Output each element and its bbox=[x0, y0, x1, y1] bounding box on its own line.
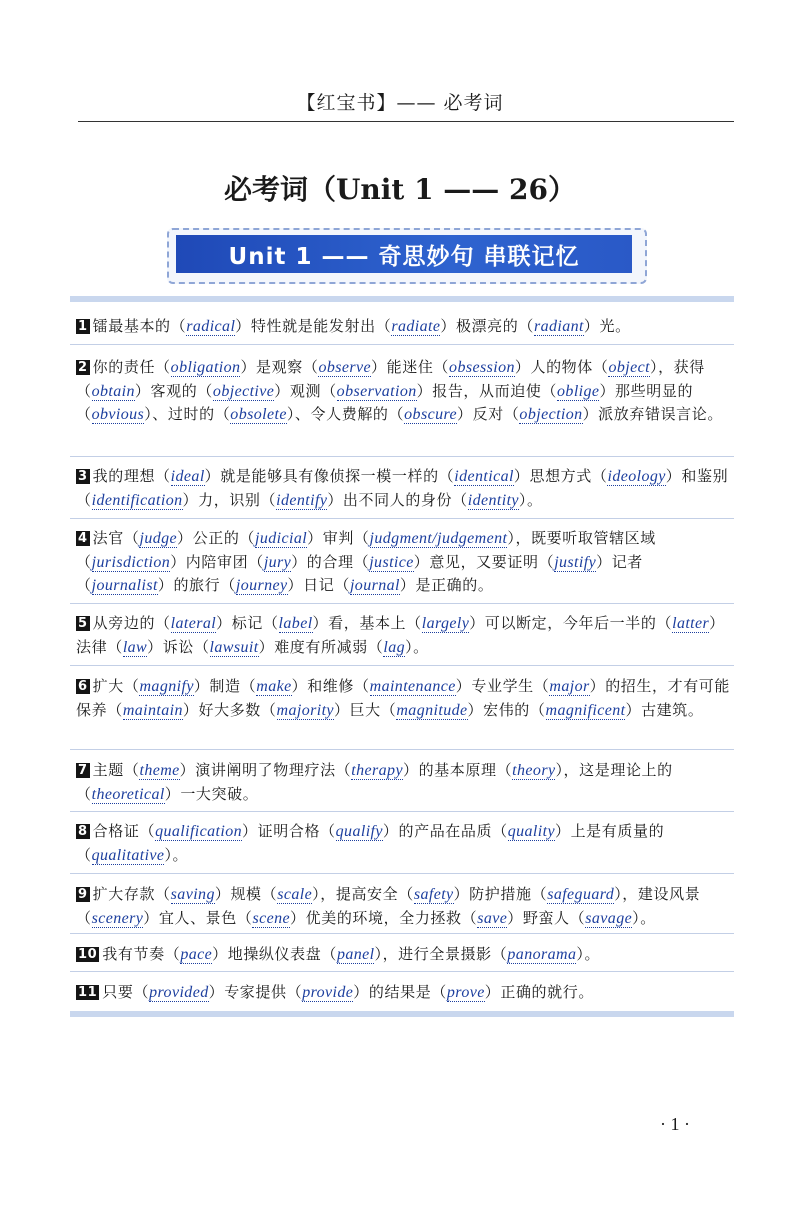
item-5 bbox=[76, 612, 732, 659]
keyword: observation bbox=[336, 382, 417, 400]
keyword: radical bbox=[186, 318, 236, 335]
keyword: major bbox=[549, 678, 590, 695]
item-number-badge: 11 bbox=[78, 985, 98, 1000]
keyword: theme bbox=[139, 762, 180, 779]
sentence-text: ）上是有质量的（ bbox=[76, 822, 665, 864]
sentence-text: ）巨大（ bbox=[333, 700, 397, 719]
keyword: lawsuit bbox=[209, 638, 259, 656]
sentence-text: ）的招生，才有可能保养（ bbox=[76, 677, 731, 719]
sentence-text: ）宜人、景色（ bbox=[143, 908, 253, 927]
sentence-text: ）的基本原理（ bbox=[402, 761, 513, 779]
keyword: jurisdiction bbox=[91, 553, 171, 571]
keyword: latter bbox=[672, 615, 710, 632]
sentence-text: ）制造（ bbox=[193, 677, 257, 695]
item-number-badge: 6 bbox=[78, 679, 88, 694]
sentence-text: 你的责任（ bbox=[92, 358, 171, 376]
sentence-text: 法官（ bbox=[92, 529, 140, 547]
page-title: 必考词（Unit 1 —— 26） bbox=[223, 173, 577, 206]
keyword: qualification bbox=[155, 823, 243, 840]
sentence-text: ）光。 bbox=[583, 317, 631, 335]
keyword: maintenance bbox=[369, 678, 456, 695]
item-number-badge: 3 bbox=[78, 469, 88, 484]
keyword: panel bbox=[336, 946, 375, 963]
sentence-text: ）。 bbox=[405, 637, 429, 656]
keyword: radiate bbox=[391, 318, 441, 335]
sentence-text: 我的理想（ bbox=[92, 467, 171, 485]
keyword: magnificent bbox=[545, 701, 626, 719]
keyword: objection bbox=[519, 406, 583, 423]
sentence-text: ）好大多数（ bbox=[182, 700, 277, 719]
sentence-text: ）野蛮人（ bbox=[507, 908, 586, 927]
sentence-text: ）和维修（ bbox=[291, 677, 370, 695]
keyword: identify bbox=[276, 491, 328, 509]
sentence-text: ）诉讼（ bbox=[147, 637, 210, 656]
sentence-text: ）一大突破。 bbox=[164, 784, 259, 803]
keyword: safeguard bbox=[547, 886, 615, 903]
item-8 bbox=[76, 820, 732, 867]
sentence-text: ）优美的环境，全力拯救（ bbox=[290, 908, 478, 927]
item-7 bbox=[76, 759, 732, 806]
sentence-text: ）。 bbox=[576, 945, 601, 963]
page-number: · 1 · bbox=[660, 1114, 690, 1134]
keyword: judge bbox=[139, 530, 178, 547]
keyword: identification bbox=[91, 491, 183, 509]
sentence-text: ）地操纵仪表盘（ bbox=[212, 945, 337, 963]
sentence-text: ）能迷住（ bbox=[371, 358, 450, 376]
sentence-text: ），这是理论上的（ bbox=[76, 761, 673, 803]
item-divider bbox=[70, 971, 734, 972]
keyword: lag bbox=[383, 638, 406, 656]
item-number-badge: 2 bbox=[78, 360, 88, 375]
sentence-text: ），提高安全（ bbox=[312, 885, 414, 903]
keyword: prove bbox=[446, 984, 485, 1001]
sentence-text: ）出不同人的身份（ bbox=[327, 490, 468, 509]
sentence-text: ），获得（ bbox=[76, 358, 705, 400]
item-divider bbox=[70, 873, 734, 874]
sentence-text: ）标记（ bbox=[216, 614, 279, 632]
sentence-text: ）就是能够具有像侦探一模一样的（ bbox=[204, 467, 455, 485]
section-divider-bottom bbox=[70, 1011, 734, 1017]
keyword: objective bbox=[212, 382, 275, 400]
keyword: provided bbox=[149, 984, 209, 1001]
keyword: journey bbox=[235, 577, 288, 594]
item-divider bbox=[70, 456, 734, 457]
keyword: identity bbox=[467, 491, 519, 509]
sentence-text: ）证明合格（ bbox=[242, 822, 336, 840]
sentence-text: ）正确的就行。 bbox=[484, 983, 594, 1001]
keyword: observe bbox=[318, 359, 372, 376]
sentence-text: ）日记（ bbox=[287, 576, 350, 594]
keyword: provide bbox=[302, 984, 354, 1001]
item-number-badge: 1 bbox=[78, 319, 88, 334]
item-number-badge: 10 bbox=[78, 947, 98, 962]
item-number-badge: 8 bbox=[78, 824, 88, 839]
item-divider bbox=[70, 518, 734, 519]
keyword: obsession bbox=[449, 359, 515, 376]
sentence-text: ）观测（ bbox=[274, 381, 337, 400]
sentence-text: 扩大存款（ bbox=[92, 885, 171, 903]
keyword: theory bbox=[512, 762, 556, 779]
item-divider bbox=[70, 603, 734, 604]
sentence-text: ）记者（ bbox=[76, 552, 643, 594]
sentence-text: ）报告，从而迫使（ bbox=[416, 381, 558, 400]
item-6 bbox=[76, 675, 732, 722]
sentence-text: ）特性就是能发射出（ bbox=[235, 317, 392, 335]
sentence-text: 主题（ bbox=[92, 761, 140, 779]
sentence-text: ）人的物体（ bbox=[514, 358, 609, 376]
sentence-text: ）内陪审团（ bbox=[170, 552, 264, 571]
keyword: identical bbox=[454, 468, 514, 485]
sentence-text: ）专业学生（ bbox=[455, 677, 550, 695]
keyword: maintain bbox=[122, 701, 183, 719]
item-number-badge: 5 bbox=[78, 616, 88, 631]
sentence-text: ）规模（ bbox=[214, 885, 278, 903]
keyword: pace bbox=[180, 946, 213, 963]
sentence-text: ）难度有所减弱（ bbox=[258, 637, 384, 656]
item-divider bbox=[70, 749, 734, 750]
keyword: obvious bbox=[91, 406, 145, 423]
keyword: quality bbox=[507, 823, 555, 840]
sentence-text: ）是正确的。 bbox=[399, 576, 494, 594]
sentence-text: ）是观察（ bbox=[240, 358, 319, 376]
sentence-text: ）审判（ bbox=[307, 529, 370, 547]
unit-banner: Unit 1 —— 奇思妙句 串联记忆 bbox=[176, 235, 632, 273]
keyword: scale bbox=[277, 886, 313, 903]
keyword: theoretical bbox=[91, 785, 165, 803]
sentence-text: ），既要听取管辖区域（ bbox=[76, 529, 656, 571]
sentence-text: ），进行全景摄影（ bbox=[374, 945, 508, 963]
keyword: magnitude bbox=[396, 701, 468, 719]
sentence-text: ）宏伟的（ bbox=[467, 700, 546, 719]
keyword: jury bbox=[263, 553, 292, 571]
keyword: qualitative bbox=[91, 846, 165, 864]
sentence-text: ），建设风景（ bbox=[76, 885, 701, 927]
keyword: panorama bbox=[507, 946, 577, 963]
sentence-text: 镭最基本的（ bbox=[92, 317, 187, 335]
sentence-text: ）客观的（ bbox=[134, 381, 213, 400]
item-1 bbox=[76, 315, 732, 339]
item-divider bbox=[70, 344, 734, 345]
keyword: largely bbox=[421, 615, 470, 632]
keyword: object bbox=[608, 359, 650, 376]
item-3 bbox=[76, 465, 732, 512]
sentence-text: ）极漂亮的（ bbox=[440, 317, 534, 335]
keyword: ideal bbox=[170, 468, 205, 485]
keyword: judicial bbox=[255, 530, 308, 547]
sentence-text: 从旁边的（ bbox=[92, 614, 171, 632]
keyword: radiant bbox=[533, 318, 584, 335]
sentence-text: ）看，基本上（ bbox=[312, 614, 422, 632]
keyword: make bbox=[256, 678, 292, 695]
sentence-text: ）反对（ bbox=[457, 405, 520, 423]
item-divider bbox=[70, 933, 734, 934]
sentence-text: ）的合理（ bbox=[291, 552, 370, 571]
keyword: ideology bbox=[607, 468, 666, 485]
sentence-text: ）防护措施（ bbox=[453, 885, 548, 903]
keyword: judgment/judgement bbox=[369, 530, 508, 547]
sentence-text: ）思想方式（ bbox=[513, 467, 608, 485]
keyword: scenery bbox=[91, 909, 144, 927]
keyword: savage bbox=[585, 909, 633, 927]
sentence-text: ）、过时的（ bbox=[144, 405, 231, 423]
sentence-text: ）派放弃错误言论。 bbox=[582, 405, 723, 423]
sentence-text: ）力，识别（ bbox=[182, 490, 277, 509]
item-number-badge: 9 bbox=[78, 887, 88, 902]
sentence-text: ）专家提供（ bbox=[208, 983, 303, 1001]
sentence-text: ）意见，又要证明（ bbox=[413, 552, 555, 571]
keyword: therapy bbox=[351, 762, 403, 779]
sentence-text: ）的结果是（ bbox=[353, 983, 447, 1001]
sentence-text: ）那些明显的（ bbox=[76, 381, 694, 423]
sentence-text: ）的旅行（ bbox=[157, 576, 236, 594]
keyword: label bbox=[278, 615, 313, 632]
item-number-badge: 4 bbox=[78, 531, 88, 546]
keyword: obsolete bbox=[230, 406, 287, 423]
keyword: save bbox=[477, 909, 508, 927]
item-divider bbox=[70, 665, 734, 666]
running-header: 【红宝书】—— 必考词 bbox=[296, 92, 504, 114]
keyword: majority bbox=[276, 701, 334, 719]
sentence-text: ）演讲阐明了物理疗法（ bbox=[179, 761, 352, 779]
keyword: law bbox=[122, 638, 148, 656]
keyword: obtain bbox=[91, 382, 135, 400]
sentence-text: ）和鉴别（ bbox=[76, 467, 729, 509]
keyword: oblige bbox=[557, 382, 600, 400]
header-rule bbox=[78, 121, 734, 122]
keyword: justify bbox=[554, 553, 597, 571]
keyword: journal bbox=[349, 577, 400, 594]
keyword: saving bbox=[170, 886, 215, 903]
sentence-text: ）法律（ bbox=[76, 614, 725, 656]
keyword: obligation bbox=[170, 359, 241, 376]
keyword: justice bbox=[369, 553, 414, 571]
item-9 bbox=[76, 883, 732, 930]
item-divider bbox=[70, 811, 734, 812]
keyword: qualify bbox=[335, 823, 383, 840]
sentence-text: ）公正的（ bbox=[177, 529, 256, 547]
section-divider-top bbox=[70, 296, 734, 302]
sentence-text: ）、令人费解的（ bbox=[286, 405, 405, 423]
sentence-text: 合格证（ bbox=[92, 822, 156, 840]
sentence-text: 只要（ bbox=[102, 983, 150, 1001]
keyword: scene bbox=[252, 909, 291, 927]
item-2 bbox=[76, 356, 732, 427]
keyword: lateral bbox=[170, 615, 217, 632]
sentence-text: ）的产品在品质（ bbox=[382, 822, 508, 840]
sentence-text: ）。 bbox=[518, 490, 543, 509]
sentence-text: ）可以断定，今年后一半的（ bbox=[469, 614, 673, 632]
sentence-text: 扩大（ bbox=[92, 677, 140, 695]
item-11 bbox=[76, 981, 732, 1005]
keyword: safety bbox=[413, 886, 454, 903]
item-4 bbox=[76, 527, 732, 598]
sentence-text: ）。 bbox=[164, 845, 189, 864]
keyword: magnify bbox=[139, 678, 194, 695]
item-10 bbox=[76, 943, 732, 967]
sentence-text: 我有节奏（ bbox=[102, 945, 181, 963]
item-number-badge: 7 bbox=[78, 763, 88, 778]
keyword: obscure bbox=[404, 406, 458, 423]
sentence-text: ）古建筑。 bbox=[625, 700, 704, 719]
sentence-text: ）。 bbox=[632, 908, 656, 927]
keyword: journalist bbox=[91, 577, 158, 594]
